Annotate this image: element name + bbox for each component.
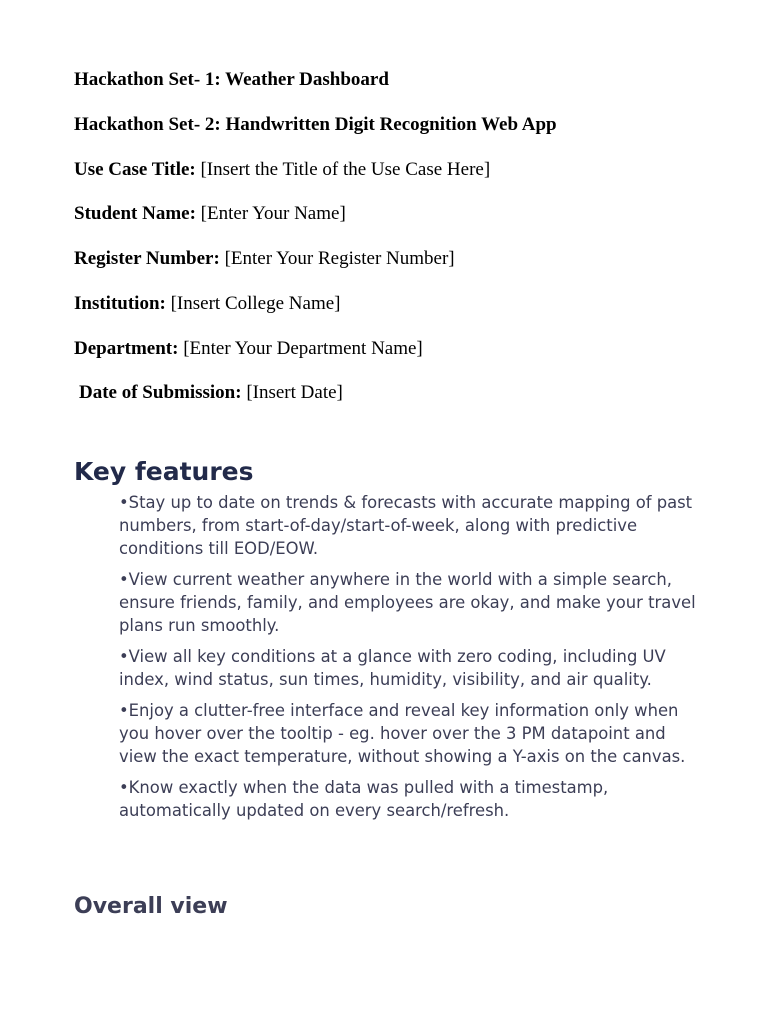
- feature-item-timestamp: •Know exactly when the data was pulled with a timestamp, automatically updated on every search/refresh.: [119, 778, 609, 820]
- institution-label: Institution:: [74, 293, 166, 314]
- overall-view-heading: Overall view: [74, 894, 228, 919]
- hackathon-set-2-line: [74, 113, 557, 137]
- use-case-title-value: [Insert the Title of the Use Case Here]: [195, 159, 491, 180]
- use-case-title-label: Use Case Title:: [74, 159, 196, 180]
- student-name-value: [Enter Your Name]: [195, 203, 346, 224]
- use-case-title-line: [74, 158, 490, 182]
- key-features-heading: Key features: [74, 457, 254, 486]
- hackathon-set-2-label: Hackathon Set- 2: Handwritten Digit Recognition Web App: [74, 114, 557, 135]
- date-of-submission-label: Date of Submission:: [79, 382, 242, 403]
- register-number-value: [Enter Your Register Number]: [219, 248, 455, 269]
- department-value: [Enter Your Department Name]: [178, 338, 423, 359]
- hackathon-set-1-label: Hackathon Set- 1: Weather Dashboard: [74, 69, 389, 90]
- institution-value: [Insert College Name]: [165, 293, 341, 314]
- feature-item-key-conditions: •View all key conditions at a glance with zero coding, including UV index, wind status, sun times, humidity, visibility, and air quality.: [119, 647, 666, 689]
- student-name-line: [74, 202, 346, 226]
- department-label: Department:: [74, 338, 179, 359]
- register-number-line: [74, 247, 455, 271]
- feature-item-current-weather: •View current weather anywhere in the world with a simple search, ensure friends, family, and employees are okay, and make your travel plans run smoothly.: [119, 570, 696, 635]
- date-of-submission-line: [79, 381, 343, 405]
- institution-line: [74, 292, 341, 316]
- date-of-submission-value: [Insert Date]: [241, 382, 343, 403]
- department-line: [74, 337, 423, 361]
- student-name-label: Student Name:: [74, 203, 196, 224]
- hackathon-set-1-line: [74, 68, 389, 92]
- feature-item-clutter-free: •Enjoy a clutter-free interface and reveal key information only when you hover over the tooltip - eg. hover over the 3 PM datapoint and view the exact temperature, without showing a Y-axis on the canvas.: [119, 701, 686, 766]
- register-number-label: Register Number:: [74, 248, 220, 269]
- key-features-list: [119, 491, 699, 830]
- feature-item-accurate-mapping: •Stay up to date on trends & forecasts with accurate mapping of past numbers, from start-of-day/start-of-week, along with predictive conditions till EOD/EOW.: [119, 493, 693, 558]
